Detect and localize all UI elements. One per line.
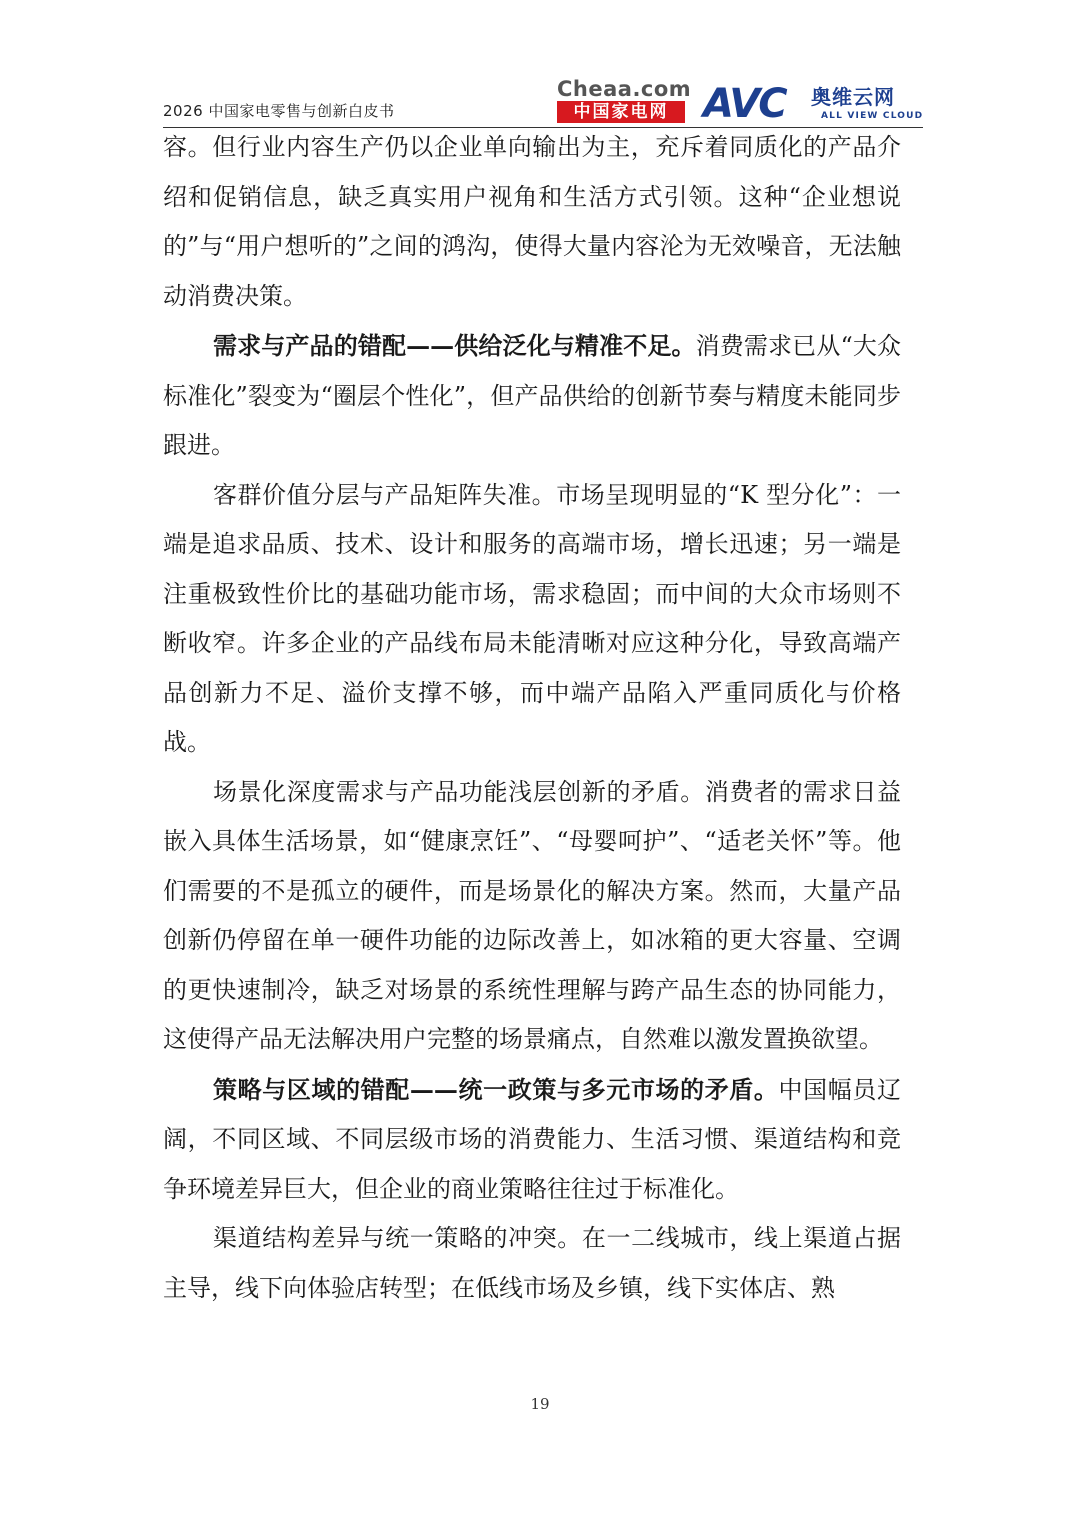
- paragraph: [163, 471, 901, 768]
- body-text: [163, 123, 901, 1313]
- paragraph: [163, 1065, 901, 1215]
- paragraph-text: 容。但行业内容生产仍以企业单向输出为主，充斥着同质化的产品介绍和促销信息，缺乏真实用户视角和生活方式引领。这种“企业想说的”与“用户想听的”之间的鸿沟，使得大量内容沦为无效噪音，无法触动消费决策。: [163, 133, 901, 310]
- paragraph-heading: 需求与产品的错配——供给泛化与精准不足。: [213, 331, 696, 360]
- paragraph-heading: 策略与区域的错配——统一政策与多元市场的矛盾。: [213, 1074, 779, 1104]
- paragraph: [163, 321, 901, 471]
- cheaa-logo-cn-text: 中国家电网: [557, 101, 685, 123]
- paragraph: [163, 768, 901, 1065]
- paragraph-text: 渠道结构差异与统一策略的冲突。在一二线城市，线上渠道占据主导，线下向体验店转型；在低线市场及乡镇，线下实体店、熟: [163, 1224, 901, 1302]
- paragraph-text: 中国幅员辽阔，不同区域、不同层级市场的消费能力、生活习惯、渠道结构和竞争环境差异巨大，但企业的商业策略往往过于标准化。: [163, 1075, 902, 1203]
- avc-logo: [703, 81, 925, 127]
- page-number: 19: [530, 1395, 550, 1413]
- paragraph: [163, 1214, 901, 1313]
- header-title: 2026 中国家电零售与创新白皮书: [163, 102, 395, 120]
- paragraph-text: 客群价值分层与产品矩阵失准。市场呈现明显的“K 型分化”：一端是追求品质、技术、设计和服务的高端市场，增长迅速；另一端是注重极致性价比的基础功能市场，需求稳固；而中间的大众市场则不断收窄。许多企业的产品线布局未能清晰对应这种分化，导致高端产品创新力不足、溢价支撑不够，而中端产品陷入严重同质化与价格战。: [163, 480, 901, 756]
- paragraph-text: 场景化深度需求与产品功能浅层创新的矛盾。消费者的需求日益嵌入具体生活场景，如“健康烹饪”、“母婴呵护”、“适老关怀”等。他们需要的不是孤立的硬件，而是场景化的解决方案。然而，大量产品创新仍停留在单一硬件功能的边际改善上，如冰箱的更大容量、空调的更快速制冷，缺乏对场景的系统性理解与跨产品生态的协同能力，这使得产品无法解决用户完整的场景痛点，自然难以激发置换欲望。: [163, 777, 901, 1053]
- cheaa-logo-text: Cheaa.com: [557, 77, 692, 101]
- paragraph: [163, 123, 901, 321]
- cheaa-logo: [557, 77, 692, 124]
- paragraph-text: 消费需求已从“大众标准化”裂变为“圈层个性化”，但产品供给的创新节奏与精度未能同步跟进。: [163, 332, 901, 459]
- avc-logo-cn-text: 奥维云网: [811, 85, 895, 109]
- page-header: [163, 78, 923, 128]
- avc-logo-en-text: ALL VIEW CLOUD: [821, 111, 924, 121]
- avc-logo-letters: AVC: [703, 81, 786, 127]
